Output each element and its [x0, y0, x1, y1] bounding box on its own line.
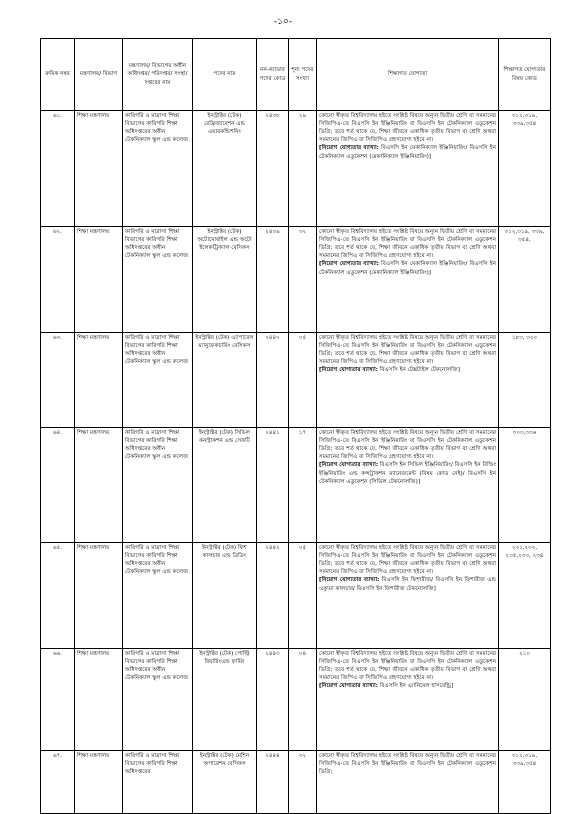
- cell-department: কারিগরি ও মাদ্রাসা শিক্ষা বিভাগের কারিগরি শিক্ষা অধিদপ্তরের অধীন টেকনিক্যাল স্কুল এন্ড কলেজ: [123, 428, 193, 543]
- cell-code: ২৪৪১: [257, 428, 289, 543]
- cell-vacancies: ৩২: [289, 227, 317, 333]
- cell-code: ২৪৪০: [257, 333, 289, 428]
- explanation-label: [নিয়োগ যোগ্যতার ব্যাখ্যা:: [319, 577, 380, 584]
- explanation-label: [নিয়োগ যোগ্যতার ব্যাখ্যা:: [319, 462, 379, 469]
- header-subject-code: শিক্ষাগত যোগ্যতার বিষয় কোড: [499, 39, 551, 111]
- table-row: [41, 543, 551, 649]
- cell-subject-code: ২৩১,২৩২, ২৩৫,২৩৩, ২৩৪: [499, 543, 551, 649]
- cell-qualification: [317, 111, 499, 227]
- cell-ministry: শিক্ষা মন্ত্রণালয়: [75, 111, 123, 227]
- qualification-text: কোনো স্বীকৃত বিশ্ববিদ্যালয় হইতে সংশ্লিষ্ট বিষয়ে অন্যূন দ্বিতীয় শ্রেণি বা সমমানের সিজিপিএ-তে বিএসসি ইন ইঞ্জিনিয়ারিং বা বিএসসি ইন টেকনিক্যাল এডুকেশন ডিগ্রি;: [319, 753, 496, 776]
- cell-subject-code: ২১০: [499, 649, 551, 751]
- qualification-text: কোনো স্বীকৃত বিশ্ববিদ্যালয় হইতে সংশ্লিষ্ট বিষয়ে অন্যূন দ্বিতীয় শ্রেণি বা সমমানের সিজিপিএ-তে বিএসসি ইন ইঞ্জিনিয়ারিং বা বিএসসি ইন টেকনিক্যাল এডুকেশন ডিগ্রি; তবে শর্ত থাকে যে, শিক্ষা জীবনে একাধিক তৃতীয় বিভাগ বা শ্রেণি অথবা সমমানের জিপিএ বা সিজিপিএ গ্রহণযোগ্য হইবে না।: [319, 113, 496, 144]
- cell-serial: ৬৫.: [41, 543, 75, 649]
- cell-subject-code: ৩১২,৩১৯, ৩৩৯,৩৫৪: [499, 111, 551, 227]
- table-row: [41, 751, 551, 814]
- cell-ministry: শিক্ষা মন্ত্রণালয়: [75, 751, 123, 814]
- posts-table: [40, 38, 551, 814]
- cell-qualification: [317, 227, 499, 333]
- table-row: [41, 227, 551, 333]
- cell-post-name: ইনস্ট্রাক্টর (টেক) রেফ্রিজারেশন এন্ড এয়ারকন্ডিশনিং: [193, 111, 257, 227]
- header-post-name: পদের নাম: [193, 39, 257, 111]
- cell-post-name: ইনস্ট্রাক্টর (টেক) এ্যাপারেল ম্যানুফেকচারিং বেসিকস: [193, 333, 257, 428]
- header-qualification: শিক্ষাগত যোগ্যতা: [317, 39, 499, 111]
- cell-department: কারিগরি ও মাদ্রাসা শিক্ষা বিভাগের কারিগরি শিক্ষা অধিদপ্তরের: [123, 751, 193, 814]
- cell-post-name: ইনস্ট্রাক্টর (টেক) মেশিন অপারেশন বেসিকস: [193, 751, 257, 814]
- cell-ministry: শিক্ষা মন্ত্রণালয়: [75, 543, 123, 649]
- cell-vacancies: ৩২: [289, 751, 317, 814]
- header-serial: ক্রমিক নম্বর: [41, 39, 75, 111]
- cell-vacancies: ০৫: [289, 333, 317, 428]
- explanation-text: বিএসসি ইন মেকানিক্যাল ইঞ্জিনিয়ারিং/ বিএসসি ইন টেকনিক্যাল এডুকেশন (মেকানিক্যাল ইঞ্জিনিয়ারিং)]: [319, 261, 496, 276]
- cell-qualification: [317, 751, 499, 814]
- explanation-text: বিএসসি ইন মেকানিক্যাল ইঞ্জিনিয়ারিং/ বিএসসি ইন টেকনিক্যাল এডুকেশন (মেকানিক্যাল ইঞ্জিনিয়ারিং)]: [319, 145, 496, 160]
- cell-serial: ৬৭.: [41, 751, 75, 814]
- header-ministry: মন্ত্রণালয়/ বিভাগ: [75, 39, 123, 111]
- header-cadre-code: নন-ক্যাডার পদের কোড: [257, 39, 289, 111]
- cell-qualification: [317, 428, 499, 543]
- explanation-text: বিএসসি ইন সিভিল ইঞ্জিনিয়ারিং/ বিএসসি ইন বিল্ডিং ইঞ্জিনিয়ারিং এন্ড কন্সট্রাকশন ম্যানেজমেন্ট (বিষয় কোড নেই)/ বিএসসি ইন টেকনিক্যাল এডুকেশন (সিভিল টেকনোলজি)]: [319, 462, 496, 485]
- cell-department: কারিগরি ও মাদ্রাসা শিক্ষা বিভাগের কারিগরি শিক্ষা অধিদপ্তরের অধীন টেকনিক্যাল স্কুল এন্ড কলেজ: [123, 649, 193, 751]
- cell-code: ২৪৩৮: [257, 111, 289, 227]
- header-department: মন্ত্রণালয়/ বিভাগের অধীন অধিদপ্তর/ পরিদপ্তর/ সংস্থা/ দপ্তরের নাম: [123, 39, 193, 111]
- cell-serial: ৬৩.: [41, 333, 75, 428]
- explanation-label: [নিয়োগ যোগ্যতার ব্যাখ্যা:: [319, 145, 379, 152]
- cell-department: কারিগরি ও মাদ্রাসা শিক্ষা বিভাগের কারিগরি শিক্ষা অধিদপ্তরের অধীন টেকনিক্যাল স্কুল এন্ড কলেজ: [123, 111, 193, 227]
- cell-vacancies: ০৪: [289, 649, 317, 751]
- cell-qualification: [317, 333, 499, 428]
- table-row: [41, 111, 551, 227]
- cell-vacancies: ২৯: [289, 111, 317, 227]
- table-row: [41, 333, 551, 428]
- qualification-text: কোনো স্বীকৃত বিশ্ববিদ্যালয় হইতে সংশ্লিষ্ট বিষয়ে অন্যূন দ্বিতীয় শ্রেণি বা সমমানের সিজিপিএ-তে বিএসসি ইন ইঞ্জিনিয়ারিং বা বিএসসি ইন টেকনিক্যাল এডুকেশন ডিগ্রি; তবে শর্ত থাকে যে, শিক্ষা জীবনে একাধিক তৃতীয় বিভাগ বা শ্রেণি অথবা সমমানের জিপিএ বা সিজিপিএ গ্রহণযোগ্য হইবে না।: [319, 430, 496, 461]
- header-vacancies: শূন্য পদের সংখ্যা: [289, 39, 317, 111]
- cell-serial: ৬৬.: [41, 649, 75, 751]
- explanation-text: বিএসসি ইন ফিশারীজ/ বিএসসি ইন ফিশারীজ এন্ড এক্যুয়া কালচার/ বিএসসি ইন ফিশারীজ টেকনোলজি]: [319, 577, 496, 592]
- qualification-text: কোনো স্বীকৃত বিশ্ববিদ্যালয় হইতে সংশ্লিষ্ট বিষয়ে অন্যূন দ্বিতীয় শ্রেণি বা সমমানের সিজিপিএ-তে বিএসসি ইন ইঞ্জিনিয়ারিং বা বিএসসি ইন টেকনিক্যাল এডুকেশন ডিগ্রি; তবে শর্ত থাকে যে, শিক্ষা জীবনে একাধিক তৃতীয় বিভাগ বা শ্রেণি অথবা সমমানের জিপিএ বা সিজিপিএ গ্রহণযোগ্য হইবে না।: [319, 335, 496, 366]
- explanation-label: [নিয়োগ যোগ্যতার ব্যাখ্যা:: [319, 367, 379, 374]
- cell-subject-code: ৩০৩,৩৩৬: [499, 428, 551, 543]
- cell-ministry: শিক্ষা মন্ত্রণালয়: [75, 428, 123, 543]
- cell-post-name: ইনস্ট্রাক্টর (টেক) অটোমোবাইল এন্ড অটো ইলেকট্রিক্যাল বেসিকস: [193, 227, 257, 333]
- cell-code: ২৪৪৪: [257, 751, 289, 814]
- qualification-text: কোনো স্বীকৃত বিশ্ববিদ্যালয় হইতে সংশ্লিষ্ট বিষয়ে অন্যূন দ্বিতীয় শ্রেণি বা সমমানের সিজিপিএ-তে বিএসসি ইন ইঞ্জিনিয়ারিং বা বিএসসি ইন টেকনিক্যাল এডুকেশন ডিগ্রি; তবে শর্ত থাকে যে, শিক্ষা জীবনে একাধিক তৃতীয় বিভাগ বা শ্রেণি অথবা সমমানের জিপিএ বা সিজিপিএ গ্রহণযোগ্য হইবে না।: [319, 651, 496, 682]
- cell-ministry: শিক্ষা মন্ত্রণালয়: [75, 227, 123, 333]
- cell-code: ২৪৪৩: [257, 649, 289, 751]
- cell-code: ২৪৪২: [257, 543, 289, 649]
- explanation-label: [নিয়োগ যোগ্যতার ব্যাখ্যা:: [319, 683, 379, 690]
- explanation-text: বিএসসি ইন টেক্সটাইল টেকনোলজি]: [379, 367, 460, 374]
- cell-post-name: ইনস্ট্রাক্টর (টেক) পোল্ট্রি রিয়ারিংএন্ড ফার্মিং: [193, 649, 257, 751]
- cell-subject-code: ৩১২,৩১৯, ৩৩৯, ৩৫৪,: [499, 227, 551, 333]
- explanation-text: বিএসসি ইন এ্যানিমেল হাসবেন্ড্রি]: [379, 683, 454, 690]
- table-row: [41, 428, 551, 543]
- cell-qualification: [317, 649, 499, 751]
- table-row: [41, 649, 551, 751]
- cell-department: কারিগরি ও মাদ্রাসা শিক্ষা বিভাগের কারিগরি শিক্ষা অধিদপ্তরের অধীন টেকনিক্যাল স্কুল এন্ড কলেজ: [123, 543, 193, 649]
- cell-vacancies: ০৫: [289, 543, 317, 649]
- cell-department: কারিগরি ও মাদ্রাসা শিক্ষা বিভাগের কারিগরি শিক্ষা অধিদপ্তরের অধীন টেকনিক্যাল স্কুল এন্ড কলেজ: [123, 227, 193, 333]
- cell-serial: ৬২.: [41, 227, 75, 333]
- cell-ministry: শিক্ষা মন্ত্রণালয়: [75, 649, 123, 751]
- cell-serial: ৬১.: [41, 111, 75, 227]
- cell-ministry: শিক্ষা মন্ত্রণালয়: [75, 333, 123, 428]
- cell-department: কারিগরি ও মাদ্রাসা শিক্ষা বিভাগের কারিগরি শিক্ষা অধিদপ্তরের অধীন টেকনিক্যাল স্কুল এন্ড কলেজ: [123, 333, 193, 428]
- qualification-text: কোনো স্বীকৃত বিশ্ববিদ্যালয় হইতে সংশ্লিষ্ট বিষয়ে অন্যূন দ্বিতীয় শ্রেণি বা সমমানের সিজিপিএ-তে বিএসসি ইন ইঞ্জিনিয়ারিং বা বিএসসি ইন টেকনিক্যাল এডুকেশন ডিগ্রি; তবে শর্ত থাকে যে, শিক্ষা জীবনে একাধিক তৃতীয় বিভাগ বা শ্রেণি অথবা সমমানের জিপিএ বা সিজিপিএ গ্রহণযোগ্য হইবে না।: [319, 545, 496, 576]
- cell-vacancies: ১৭: [289, 428, 317, 543]
- cell-post-name: ইনস্ট্রাক্টর (টেক) সিভিল কনস্ট্রাকশন এন্ড সেফটি: [193, 428, 257, 543]
- qualification-text: কোনো স্বীকৃত বিশ্ববিদ্যালয় হইতে সংশ্লিষ্ট বিষয়ে অন্যূন দ্বিতীয় শ্রেণি বা সমমানের সিজিপিএ-তে বিএসসি ইন ইঞ্জিনিয়ারিং বা বিএসসি ইন টেকনিক্যাল এডুকেশন ডিগ্রি; তবে শর্ত থাকে যে, শিক্ষা জীবনে একাধিক তৃতীয় বিভাগ বা শ্রেণি অথবা সমমানের জিপিএ বা সিজিপিএ গ্রহণযোগ্য হইবে না।: [319, 229, 496, 260]
- cell-subject-code: ৩১২,৩১৯, ৩৩৯,৩৫৪: [499, 751, 551, 814]
- cell-qualification: [317, 543, 499, 649]
- cell-code: ২৪৩৯: [257, 227, 289, 333]
- cell-post-name: ইনস্ট্রাক্টর (টেক) ফিশ কালচার এন্ড ব্রিডিং: [193, 543, 257, 649]
- table-header-row: [41, 39, 551, 111]
- explanation-label: [নিয়োগ যোগ্যতার ব্যাখ্যা:: [319, 261, 379, 268]
- page-number: -১০-: [273, 17, 293, 27]
- cell-subject-code: ১৮৩, ৩২০: [499, 333, 551, 428]
- cell-serial: ৬৪.: [41, 428, 75, 543]
